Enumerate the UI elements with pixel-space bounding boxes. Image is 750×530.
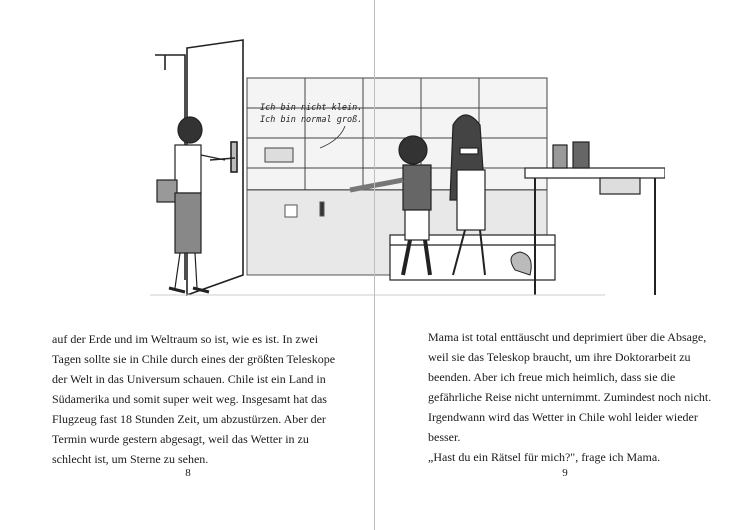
right-paragraph-2: „Hast du ein Rätsel für mich?", frage ich Mama. [428, 450, 661, 464]
left-page-text [52, 329, 337, 469]
right-paragraph-1: Mama ist total enttäuscht und deprimiert über die Absage, weil sie das Teleskop braucht, um ihre Doktorarbeit zu beenden. Aber ich freue mich heimlich, dass sie die gefährliche Reise nicht unternimmt. Zumindest noch nicht. Irgendwann wird das Wetter in Chile wohl leider wieder besser. [428, 330, 712, 444]
right-page [375, 0, 749, 530]
right-page-number: 9 [562, 467, 568, 479]
speech-line-1: Ich bin nicht klein. [260, 103, 363, 113]
speech-line-2: Ich bin normal groß. [260, 115, 363, 125]
left-paragraph: auf der Erde und im Weltraum so ist, wie es ist. In zwei Tagen sollte sie in Chile durch eines der größten Teleskope der Welt in das Universum schauen. Chile ist ein Land in Südamerika und somit super weit weg. Insgesamt hat das Flugzeug fast 18 Stunden Zeit, um abzustürzen. Aber der Termin wurde gestern abgesagt, weil das Wetter in zu schlecht ist, um Sterne zu sehen. [52, 332, 336, 466]
right-page-text [428, 327, 718, 467]
left-page [0, 0, 374, 530]
left-page-number: 8 [185, 467, 191, 479]
